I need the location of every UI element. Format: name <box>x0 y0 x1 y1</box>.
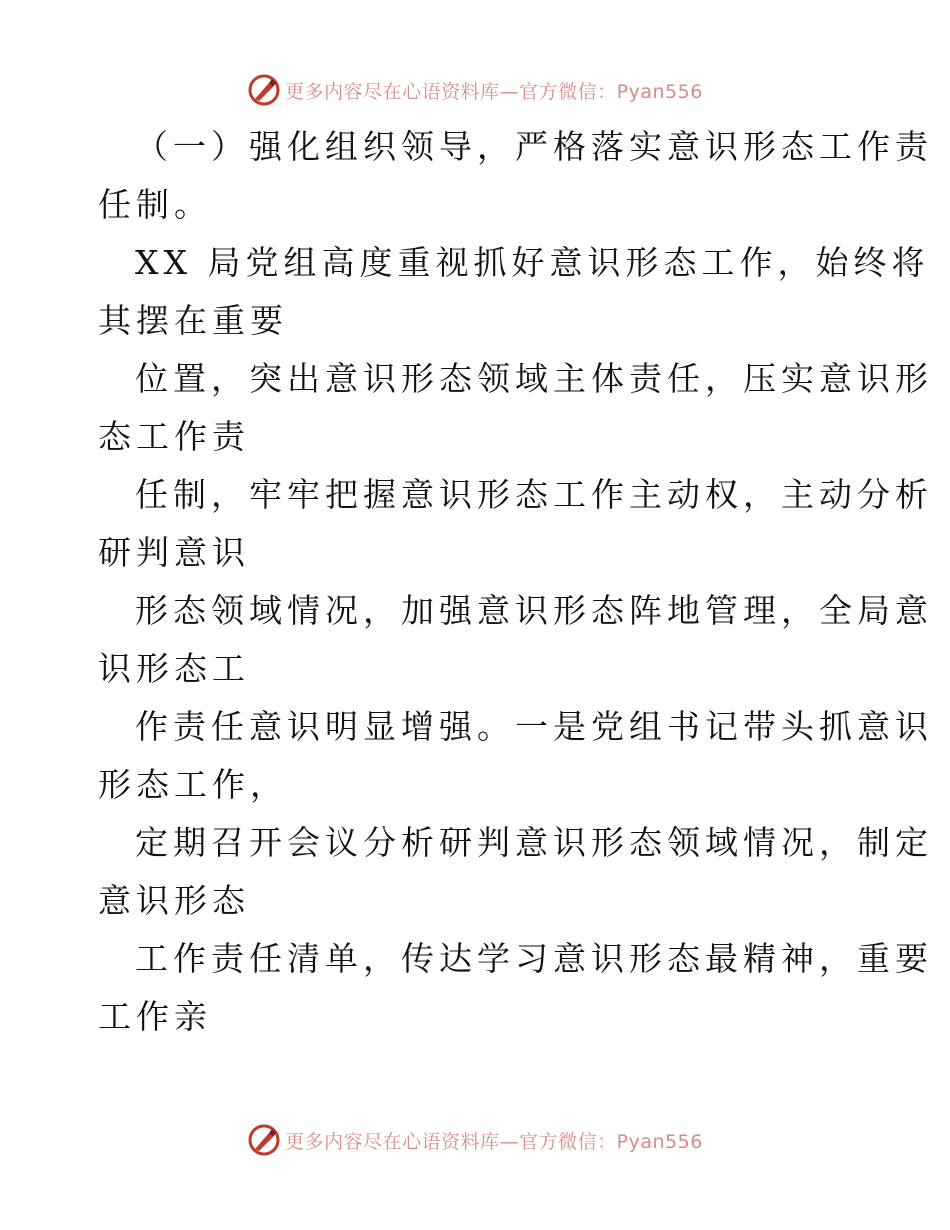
watermark-text: 更多内容尽在心语资料库—官方微信：Pyan556 <box>285 80 703 103</box>
header-watermark <box>0 70 950 110</box>
text-line: 意识形态 <box>98 881 250 920</box>
text-line: 工作亲 <box>98 997 212 1036</box>
text-line: 形态领域情况，加强意识形态阵地管理，全局意 <box>135 591 933 630</box>
text-line: 其摆在重要 <box>98 301 288 340</box>
footer-watermark <box>0 1120 950 1160</box>
text-line: 研判意识 <box>98 533 250 572</box>
text-line: XX 局党组高度重视抓好意识形态工作，始终将 <box>135 243 930 282</box>
text-line: 定期召开会议分析研判意识形态领域情况，制定 <box>135 823 933 862</box>
document-body <box>98 118 933 1046</box>
text-line: 识形态工 <box>98 649 250 688</box>
text-line: 态工作责 <box>98 417 250 456</box>
text-line: 位置，突出意识形态领域主体责任，压实意识形 <box>135 359 933 398</box>
text-line: 工作责任清单，传达学习意识形态最精神，重要 <box>135 939 933 978</box>
watermark-text: 更多内容尽在心语资料库—官方微信：Pyan556 <box>285 1130 703 1153</box>
text-line: 任制。 <box>98 185 212 224</box>
text-line: 形态工作， <box>98 765 288 804</box>
text-line: 作责任意识明显增强。一是党组书记带头抓意识 <box>135 707 933 746</box>
pen-logo-icon <box>247 73 281 107</box>
pen-logo-icon <box>247 1123 281 1157</box>
text-line: 任制，牢牢把握意识形态工作主动权，主动分析 <box>135 475 933 514</box>
text-line: （一）强化组织领导，严格落实意识形态工作责 <box>135 127 933 166</box>
